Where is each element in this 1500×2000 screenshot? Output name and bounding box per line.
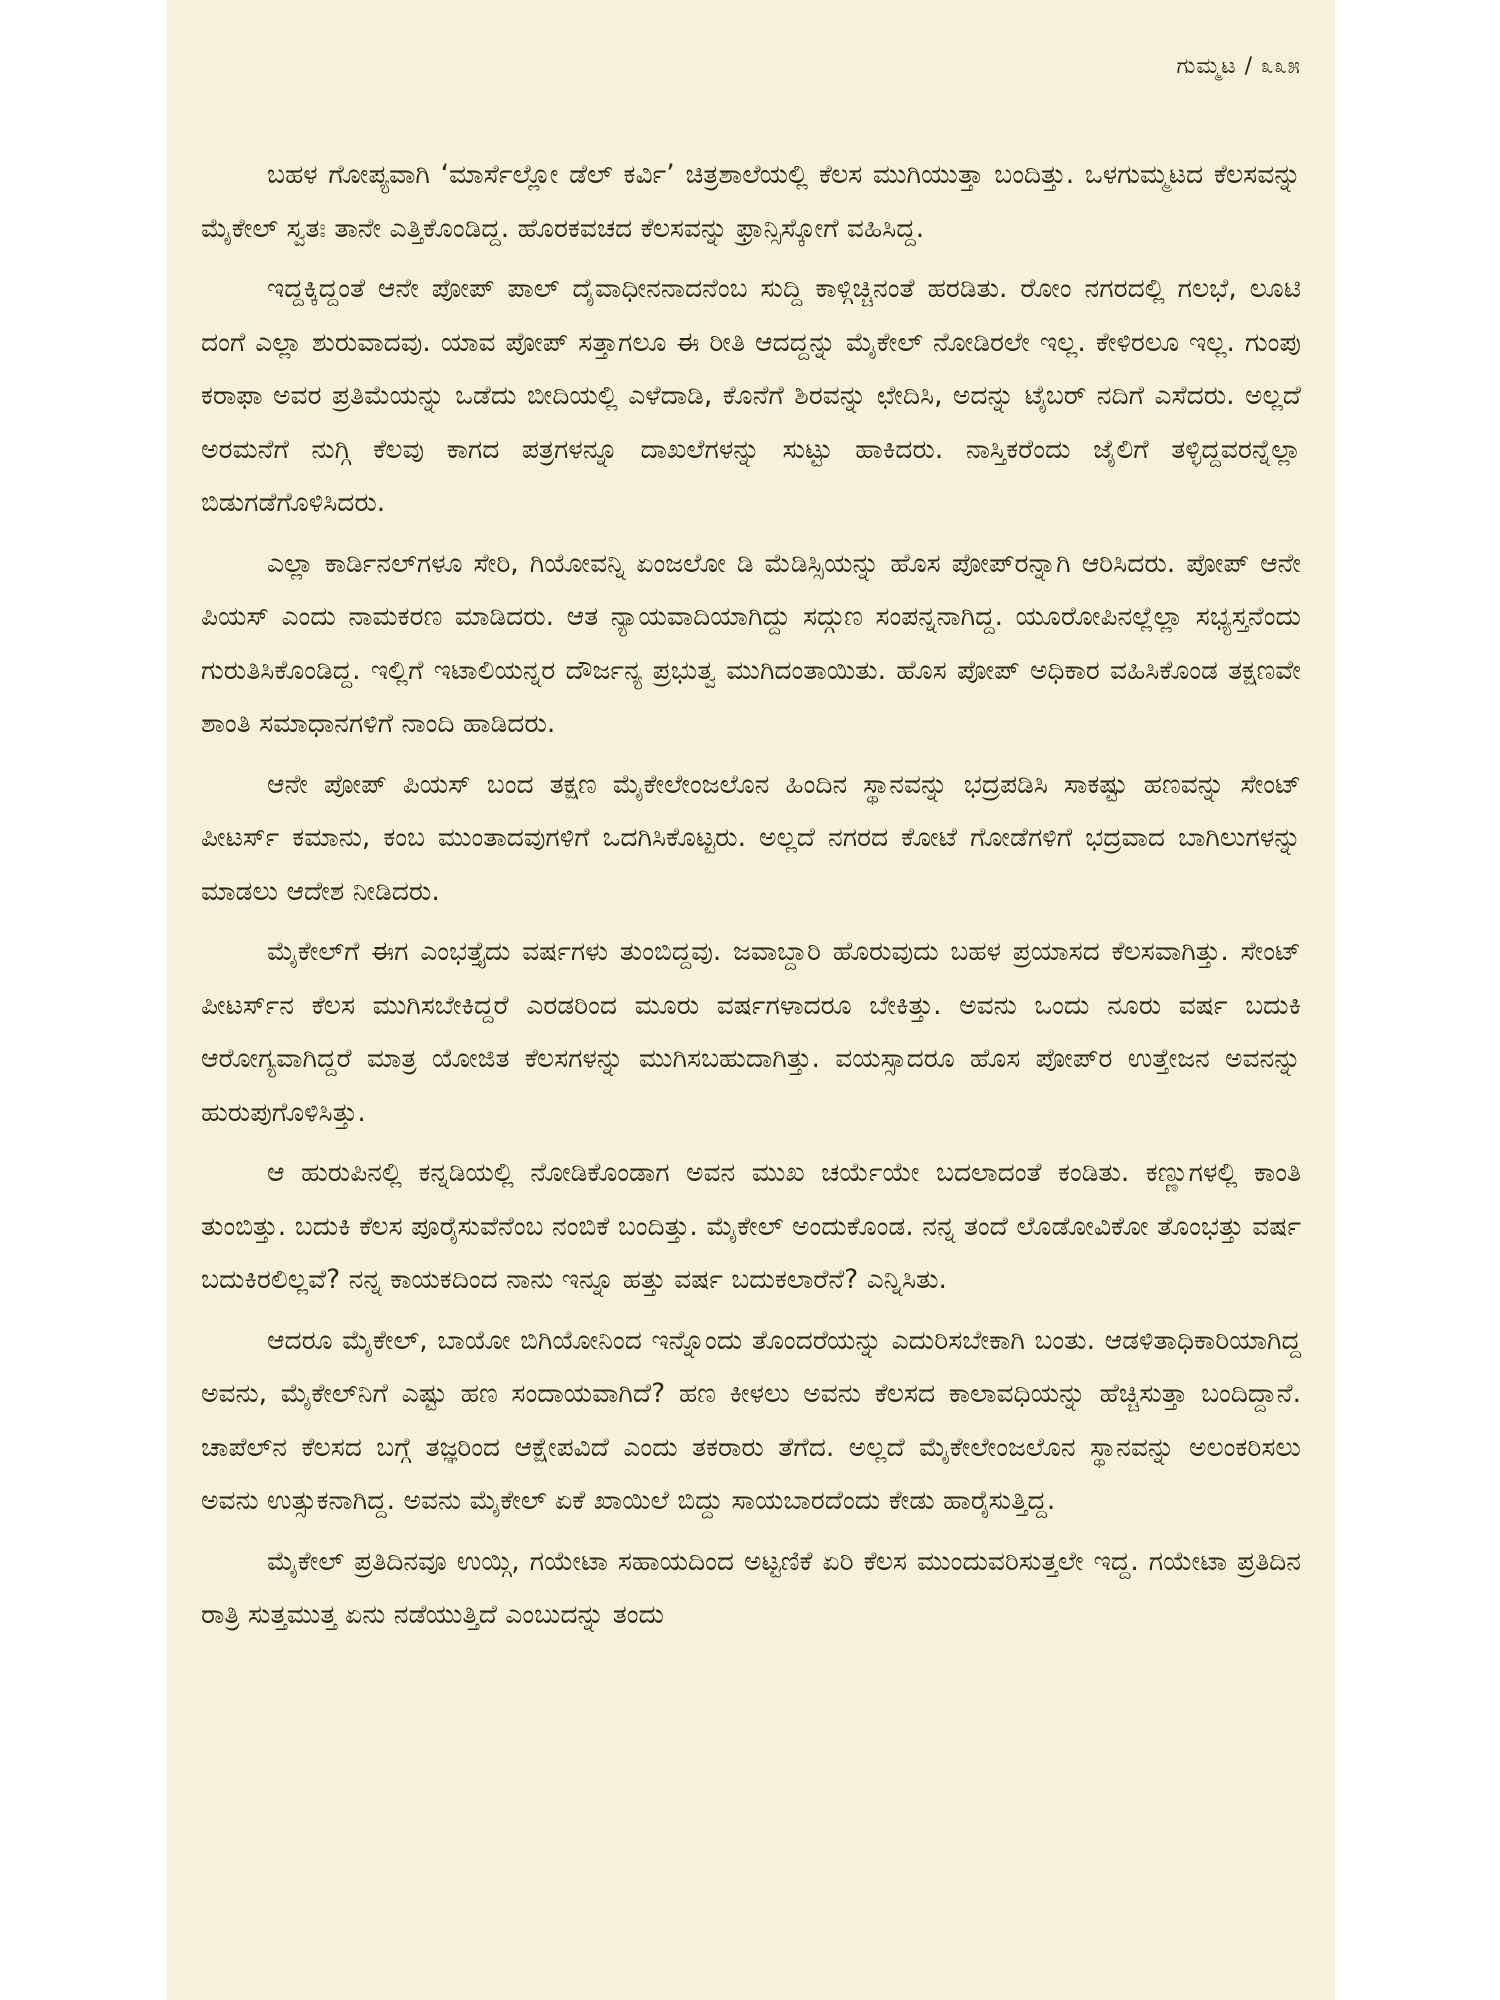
paragraph: ಆ ಹುರುಪಿನಲ್ಲಿ ಕನ್ನಡಿಯಲ್ಲಿ ನೋಡಿಕೊಂಡಾಗ ಅವನ ಮುಖ ಚರ್ಯೆಯೇ ಬದಲಾದಂತೆ ಕಂಡಿತು. ಕಣ್ಣುಗಳಲ್ಲಿ ಕಾಂತಿ ತುಂಬಿತ್ತು. ಬದುಕಿ ಕೆಲಸ ಪೂರೈಸುವೆನೆಂಬ ನಂಬಿಕೆ ಬಂದಿತ್ತು. ಮೈಕೇಲ್ ಅಂದುಕೊಂಡ. ನನ್ನ ತಂದೆ ಲೊಡೋವಿಕೋ ತೊಂಭತ್ತು ವರ್ಷ ಬದುಕಿರಲಿಲ್ಲವೆ? ನನ್ನ ಕಾಯಕದಿಂದ ನಾನು ಇನ್ನೂ ಹತ್ತು ವರ್ಷ ಬದುಕಲಾರೆನೆ? ಎನ್ನಿಸಿತು. [201,1157,1301,1295]
body-text [201,148,1301,1642]
book-page [167,0,1335,2000]
paragraph: ಮೈಕೇಲ್‌ಗೆ ಈಗ ಎಂಭತ್ತೈದು ವರ್ಷಗಳು ತುಂಬಿದ್ದವು. ಜವಾಬ್ದಾರಿ ಹೊರುವುದು ಬಹಳ ಪ್ರಯಾಸದ ಕೆಲಸವಾಗಿತ್ತು. ಸೇಂಟ್ ಪೀಟರ್ಸ್‌ನ ಕೆಲಸ ಮುಗಿಸಬೇಕಿದ್ದರೆ ಎರಡರಿಂದ ಮೂರು ವರ್ಷಗಳಾದರೂ ಬೇಕಿತ್ತು. ಅವನು ಒಂದು ನೂರು ವರ್ಷ ಬದುಕಿ ಆರೋಗ್ಯವಾಗಿದ್ದರೆ ಮಾತ್ರ ಯೋಜಿತ ಕೆಲಸಗಳನ್ನು ಮುಗಿಸಬಹುದಾಗಿತ್ತು. ವಯಸ್ಸಾದರೂ ಹೊಸ ಪೋಪ್‌ರ ಉತ್ತೇಜನ ಅವನನ್ನು ಹುರುಪುಗೊಳಿಸಿತ್ತು. [201,936,1301,1128]
paragraph: ಆನೇ ಪೋಪ್ ಪಿಯಸ್ ಬಂದ ತಕ್ಷಣ ಮೈಕೇಲೇಂಜಲೊನ ಹಿಂದಿನ ಸ್ಥಾನವನ್ನು ಭದ್ರಪಡಿಸಿ ಸಾಕಷ್ಟು ಹಣವನ್ನು ಸೇಂಟ್ ಪೀಟರ್ಸ್ ಕಮಾನು, ಕಂಬ ಮುಂತಾದವುಗಳಿಗೆ ಒದಗಿಸಿಕೊಟ್ಟರು. ಅಲ್ಲದೆ ನಗರದ ಕೋಟೆ ಗೋಡೆಗಳಿಗೆ ಭದ್ರವಾದ ಬಾಗಿಲುಗಳನ್ನು ಮಾಡಲು ಆದೇಶ ನೀಡಿದರು. [201,768,1301,907]
paragraph: ಎಲ್ಲಾ ಕಾರ್ಡಿನಲ್‌ಗಳೂ ಸೇರಿ, ಗಿಯೋವನ್ನಿ ಏಂಜಲೋ ಡಿ ಮೆಡಿಸ್ಸಿಯನ್ನು ಹೊಸ ಪೋಪ್‌ರನ್ನಾಗಿ ಆರಿಸಿದರು. ಪೋಪ್ ಆನೇ ಪಿಯಸ್ ಎಂದು ನಾಮಕರಣ ಮಾಡಿದರು. ಆತ ನ್ಯಾಯವಾದಿಯಾಗಿದ್ದು ಸದ್ಗುಣ ಸಂಪನ್ನನಾಗಿದ್ದ. ಯೂರೋಪಿನಲ್ಲೆಲ್ಲಾ ಸಭ್ಯಸ್ತನೆಂದು ಗುರುತಿಸಿಕೊಂಡಿದ್ದ. ಇಲ್ಲಿಗೆ ಇಟಾಲಿಯನ್ನರ ದೌರ್ಜನ್ಯ ಪ್ರಭುತ್ವ ಮುಗಿದಂತಾಯಿತು. ಹೊಸ ಪೋಪ್ ಅಧಿಕಾರ ವಹಿಸಿಕೊಂಡ ತಕ್ಷಣವೇ ಶಾಂತಿ ಸಮಾಧಾನಗಳಿಗೆ ನಾಂದಿ ಹಾಡಿದರು. [201,547,1301,739]
paragraph: ಮೈಕೇಲ್ ಪ್ರತಿದಿನವೂ ಉಯ್ಗಿ, ಗಯೇಟಾ ಸಹಾಯದಿಂದ ಅಟ್ಟಣಿಕೆ ಏರಿ ಕೆಲಸ ಮುಂದುವರಿಸುತ್ತಲೇ ಇದ್ದ. ಗಯೇಟಾ ಪ್ರತಿದಿನ ರಾತ್ರಿ ಸುತ್ತಮುತ್ತ ಏನು ನಡೆಯುತ್ತಿದೆ ಎಂಬುದನ್ನು ತಂದು [201,1545,1301,1630]
paragraph: ಆದರೂ ಮೈಕೇಲ್, ಬಾಯೋ ಬಿಗಿಯೋನಿಂದ ಇನ್ನೊಂದು ತೊಂದರೆಯನ್ನು ಎದುರಿಸಬೇಕಾಗಿ ಬಂತು. ಆಡಳಿತಾಧಿಕಾರಿಯಾಗಿದ್ದ ಅವನು, ಮೈಕೇಲ್‌ನಿಗೆ ಎಷ್ಟು ಹಣ ಸಂದಾಯವಾಗಿದೆ? ಹಣ ಕೀಳಲು ಅವನು ಕೆಲಸದ ಕಾಲಾವಧಿಯನ್ನು ಹೆಚ್ಚಿಸುತ್ತಾ ಬಂದಿದ್ದಾನೆ. ಚಾಪೆಲ್‌ನ ಕೆಲಸದ ಬಗ್ಗೆ ತಜ್ಞರಿಂದ ಆಕ್ಷೇಪವಿದೆ ಎಂದು ತಕರಾರು ತೆಗೆದ. ಅಲ್ಲದೆ ಮೈಕೇಲೇಂಜಲೊನ ಸ್ಥಾನವನ್ನು ಅಲಂಕರಿಸಲು ಅವನು ಉತ್ಸುಕನಾಗಿದ್ದ. ಅವನು ಮೈಕೇಲ್ ಏಕೆ ಖಾಯಿಲೆ ಬಿದ್ದು ಸಾಯಬಾರದೆಂದು ಕೇಡು ಹಾರೈಸುತ್ತಿದ್ದ. [201,1324,1301,1516]
paragraph: ಬಹಳ ಗೋಪ್ಯವಾಗಿ ‘ಮಾರ್ಸೆಲ್ಲೋ ಡೆಲ್ ಕರ್ವಿ’ ಚಿತ್ರಶಾಲೆಯಲ್ಲಿ ಕೆಲಸ ಮುಗಿಯುತ್ತಾ ಬಂದಿತ್ತು. ಒಳಗುಮ್ಮಟದ ಕೆಲಸವನ್ನು ಮೈಕೇಲ್ ಸ್ವತಃ ತಾನೇ ಎತ್ತಿಕೊಂಡಿದ್ದ. ಹೊರಕವಚದ ಕೆಲಸವನ್ನು ಫ್ರಾನ್ಸಿಸ್ಕೋಗೆ ವಹಿಸಿದ್ದ. [201,159,1301,244]
paragraph: ಇದ್ದಕ್ಕಿದ್ದಂತೆ ಆನೇ ಪೋಪ್ ಪಾಲ್ ದೈವಾಧೀನನಾದನೆಂಬ ಸುದ್ದಿ ಕಾಳ್ಗಿಚ್ಚಿನಂತೆ ಹರಡಿತು. ರೋಂ ನಗರದಲ್ಲಿ ಗಲಭೆ, ಲೂಟಿ ದಂಗೆ ಎಲ್ಲಾ ಶುರುವಾದವು. ಯಾವ ಪೋಪ್ ಸತ್ತಾಗಲೂ ಈ ರೀತಿ ಆದದ್ದನ್ನು ಮೈಕೇಲ್ ನೋಡಿರಲೇ ಇಲ್ಲ. ಕೇಳಿರಲೂ ಇಲ್ಲ. ಗುಂಪು ಕರಾಫಾ ಅವರ ಪ್ರತಿಮೆಯನ್ನು ಒಡೆದು ಬೀದಿಯಲ್ಲಿ ಎಳೆದಾಡಿ, ಕೊನೆಗೆ ಶಿರವನ್ನು ಛೇದಿಸಿ, ಅದನ್ನು ಟೈಬರ್ ನದಿಗೆ ಎಸೆದರು. ಅಲ್ಲದೆ ಅರಮನೆಗೆ ನುಗ್ಗಿ ಕೆಲವು ಕಾಗದ ಪತ್ರಗಳನ್ನೂ ದಾಖಲೆಗಳನ್ನು ಸುಟ್ಟು ಹಾಕಿದರು. ನಾಸ್ತಿಕರೆಂದು ಜೈಲಿಗೆ ತಳ್ಳಿದ್ದವರನ್ನೆಲ್ಲಾ ಬಿಡುಗಡೆಗೊಳಿಸಿದರು. [201,273,1301,518]
running-header: ಗುಮ್ಮಟ / ೩೩೫ [1176,54,1301,79]
